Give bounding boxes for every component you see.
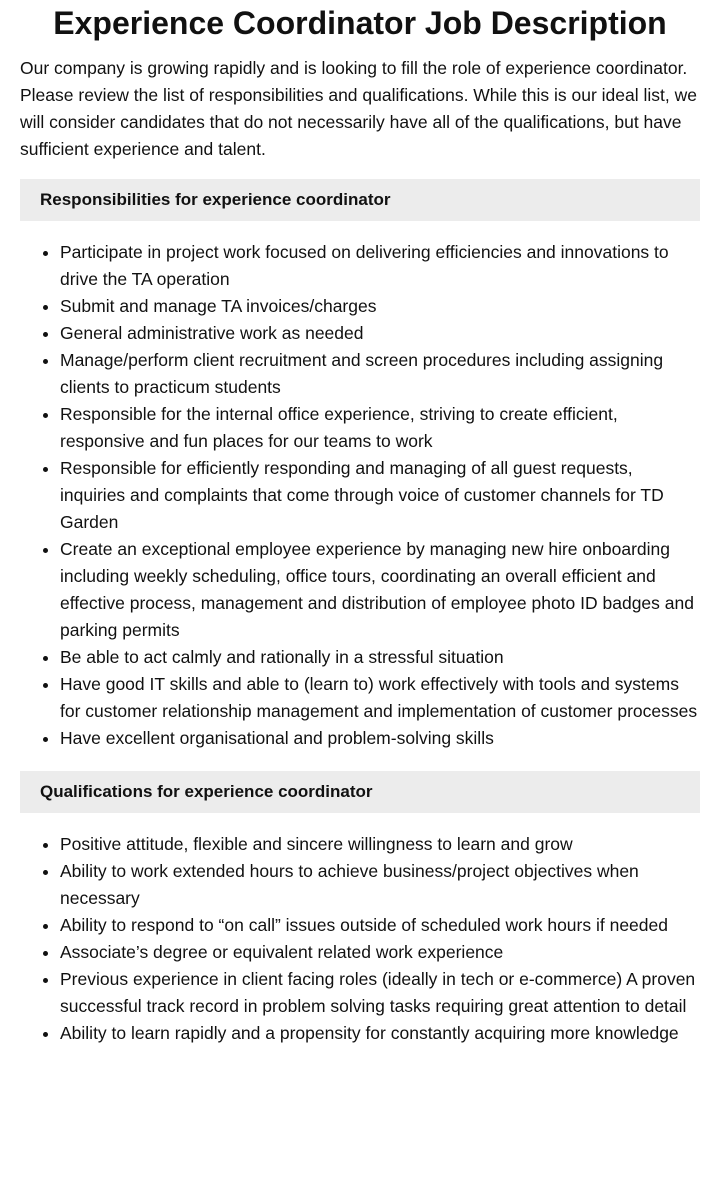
list-item: • Responsible for efficiently responding and managing of all guest requests, inquiries and complaints that come through voice of customer channels for TD Garden [60,455,700,536]
list-item: • Ability to work extended hours to achieve business/project objectives when necessary [60,858,700,912]
list-item: • Previous experience in client facing roles (ideally in tech or e-commerce) A proven successful track record in problem solving tasks requiring great attention to detail [60,966,700,1020]
list-item: • General administrative work as needed [60,320,700,347]
responsibilities-list [20,239,700,752]
list-item: • Have excellent organisational and problem-solving skills [60,725,700,752]
list-item: • Manage/perform client recruitment and screen procedures including assigning clients to practicum students [60,347,700,401]
qualifications-heading: Qualifications for experience coordinator [20,771,700,813]
list-item: • Positive attitude, flexible and sincere willingness to learn and grow [60,831,700,858]
list-item: • Ability to learn rapidly and a propensity for constantly acquiring more knowledge [60,1020,700,1047]
list-item: • Responsible for the internal office experience, striving to create efficient, responsive and fun places for our teams to work [60,401,700,455]
list-item: • Ability to respond to “on call” issues outside of scheduled work hours if needed [60,912,700,939]
page-title: Experience Coordinator Job Description [53,5,667,41]
list-item: • Create an exceptional employee experience by managing new hire onboarding including weekly scheduling, office tours, coordinating an overall efficient and effective process, management and distribution of employee photo ID badges and parking permits [60,536,700,644]
list-item: • Have good IT skills and able to (learn to) work effectively with tools and systems for customer relationship management and implementation of customer processes [60,671,700,725]
intro-paragraph: Our company is growing rapidly and is looking to fill the role of experience coordinator. Please review the list of responsibilities and qualifications. While this is our ideal list, we will consider candidates that do not necessarily have all of the qualifications, but have sufficient experience and talent. [20,58,697,159]
responsibilities-heading: Responsibilities for experience coordinator [20,179,700,221]
qualifications-list [20,831,700,1047]
list-item: • Be able to act calmly and rationally in a stressful situation [60,644,700,671]
list-item: • Associate’s degree or equivalent related work experience [60,939,700,966]
list-item: • Submit and manage TA invoices/charges [60,293,700,320]
list-item: • Participate in project work focused on delivering efficiencies and innovations to drive the TA operation [60,239,700,293]
